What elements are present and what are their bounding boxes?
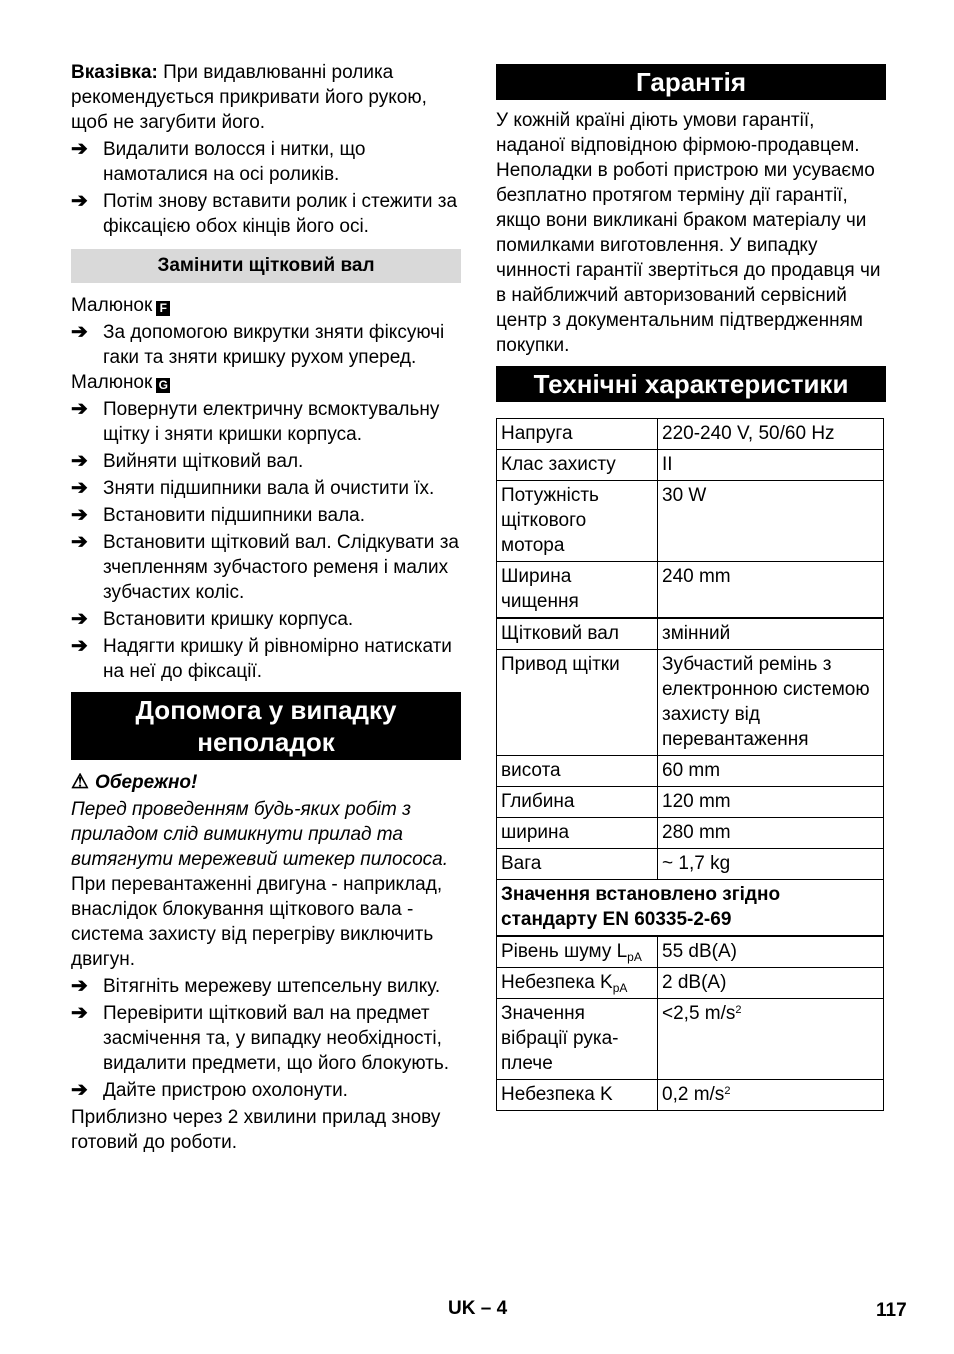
- list-item-text: Зняти підшипники вала й очистити їх.: [103, 478, 435, 499]
- arrow-icon: ➔: [71, 1079, 88, 1101]
- figure-reference: [71, 370, 461, 395]
- left-column: [71, 60, 461, 1155]
- warning-heading: [71, 770, 461, 795]
- arrow-icon: ➔: [71, 138, 88, 160]
- section-heading-specs: Технічні характеристики: [496, 366, 886, 402]
- list-item-text: Надягти кришку й рівномірно натискати на неї до фіксації.: [103, 636, 452, 682]
- list-item-text: За допомогою викрутки зняти фіксуючі гаки та зняти кришку рухом уперед.: [103, 322, 445, 368]
- arrow-icon: ➔: [71, 975, 88, 997]
- spec-label: Значення вібрації рука-плече: [497, 999, 658, 1080]
- list-item: [71, 397, 461, 447]
- specs-table: [496, 418, 884, 1111]
- list-item: [71, 137, 461, 187]
- note-label: Вказівка:: [71, 62, 158, 83]
- spec-label: Небезпека K: [497, 1080, 658, 1111]
- list-item-text: Дайте пристрою охолонути.: [103, 1080, 348, 1101]
- list-item-text: Вийняти щітковий вал.: [103, 451, 304, 472]
- subsection-heading: Замінити щітковий вал: [71, 249, 461, 283]
- footer-section-code: UK – 4: [448, 1298, 508, 1319]
- spec-value: II: [658, 450, 884, 481]
- spec-label: Напруга: [497, 419, 658, 450]
- table-row: [497, 481, 884, 562]
- figure-label: Малюнок: [71, 295, 153, 316]
- figure-reference: [71, 293, 461, 318]
- list-item: [71, 449, 461, 474]
- list-item: [71, 634, 461, 684]
- table-row: [497, 849, 884, 880]
- spec-value: 55 dB(A): [658, 936, 884, 968]
- spec-value: 60 mm: [658, 756, 884, 787]
- closing-paragraph: Приблизно через 2 хвилини прилад знову готовий до роботи.: [71, 1107, 441, 1153]
- list-item: [71, 189, 461, 239]
- warning-triangle-icon: ⚠: [71, 771, 89, 793]
- spec-value: 0,2 $m/s^2$: [658, 1080, 884, 1111]
- list-item: [71, 1078, 461, 1103]
- spec-value: змінний: [658, 618, 884, 650]
- page-number: 117: [876, 1300, 907, 1321]
- spec-label: ширина: [497, 818, 658, 849]
- spec-value: 220-240 V, 50/60 Hz: [658, 419, 884, 450]
- spec-label: Вага: [497, 849, 658, 880]
- arrow-icon: ➔: [71, 477, 88, 499]
- spec-value: 30 W: [658, 481, 884, 562]
- table-row: [497, 419, 884, 450]
- figure-letter-icon: G: [156, 378, 170, 393]
- list-item-text: Повернути електричну всмоктувальну щітку і зняти кришки корпуса.: [103, 399, 440, 445]
- spec-value: <2,5 $m/s^2$: [658, 999, 884, 1080]
- figure-letter-icon: F: [156, 301, 170, 316]
- spec-value: 280 mm: [658, 818, 884, 849]
- list-item-text: Потім знову вставити ролик і стежити за фіксацією обох кінців його осі.: [103, 191, 458, 237]
- list-item: [71, 974, 461, 999]
- table-row: [497, 756, 884, 787]
- standard-note: Значення встановлено згідно стандарту EN 60335-2-69: [497, 880, 884, 937]
- list-item: [71, 320, 461, 370]
- spec-label: Рівень шуму $L_{pA}$: [497, 936, 658, 968]
- note-paragraph: [71, 60, 461, 135]
- arrow-icon: ➔: [71, 635, 88, 657]
- list-item: [71, 530, 461, 605]
- list-item-text: Встановити кришку корпуса.: [103, 609, 354, 630]
- list-item-text: Вітягніть мережеву штепсельну вилку.: [103, 976, 441, 997]
- spec-value: 120 mm: [658, 787, 884, 818]
- table-row: [497, 650, 884, 756]
- spec-value: 2 dB(A): [658, 968, 884, 999]
- spec-value: 240 mm: [658, 562, 884, 619]
- table-row: [497, 999, 884, 1080]
- section-heading-troubleshooting: Допомога у випадку неполадок: [71, 692, 461, 760]
- table-row: [497, 880, 884, 937]
- table-row: [497, 618, 884, 650]
- spec-label: Привод щітки: [497, 650, 658, 756]
- spec-label: Клас захисту: [497, 450, 658, 481]
- table-row: [497, 968, 884, 999]
- list-item-text: Перевірити щітковий вал на предмет засмічення та, у випадку необхідності, видалити предмети, що його блокують.: [103, 1003, 450, 1074]
- list-item: [71, 476, 461, 501]
- warranty-paragraph: У кожній країні діють умови гарантії, наданої відповідною фірмою-продавцем. Неполадки в роботі пристрою ми усуваємо безплатно протягом терміну дії гарантії, якщо вони викликані браком матеріалу чи помилками виготовлення. У випадку чинності гарантії звертіться до продавця чи в найближчий авторизований сервісний центр з документальним підтвердженням покупки.: [496, 110, 881, 356]
- spec-label: Потужність щіткового мотора: [497, 481, 658, 562]
- arrow-icon: ➔: [71, 398, 88, 420]
- table-row: [497, 787, 884, 818]
- table-row: [497, 1080, 884, 1111]
- list-item: [71, 503, 461, 528]
- spec-label: Глибина: [497, 787, 658, 818]
- note-text: При видавлюванні ролика рекомендується прикривати його рукою, щоб не загубити його.: [71, 62, 427, 133]
- arrow-icon: ➔: [71, 504, 88, 526]
- spec-value: Зубчастий ремінь з електронною системою захисту від перевантаження: [658, 650, 884, 756]
- warning-label: Обережно!: [94, 772, 198, 793]
- arrow-icon: ➔: [71, 1002, 88, 1024]
- list-item: [71, 1001, 461, 1076]
- right-column: [496, 64, 886, 1111]
- arrow-icon: ➔: [71, 608, 88, 630]
- list-item: [71, 607, 461, 632]
- arrow-icon: ➔: [71, 450, 88, 472]
- table-row: [497, 562, 884, 619]
- arrow-icon: ➔: [71, 190, 88, 212]
- overload-paragraph: При перевантаженні двигуна - наприклад, внаслідок блокування щіткового вала - система захисту від перегріву виключить двигун.: [71, 874, 443, 970]
- list-item-text: Встановити підшипники вала.: [103, 505, 366, 526]
- spec-label: висота: [497, 756, 658, 787]
- spec-label: Небезпека $K_{pA}$: [497, 968, 658, 999]
- spec-label: Щітковий вал: [497, 618, 658, 650]
- spec-value: ~ 1,7 kg: [658, 849, 884, 880]
- table-row: [497, 818, 884, 849]
- warning-text: Перед проведенням будь-яких робіт з приладом слід вимикнути прилад та витягнути мережевий штекер пилососа.: [71, 799, 448, 870]
- table-row: [497, 936, 884, 968]
- section-heading-warranty: Гарантія: [496, 64, 886, 100]
- list-item-text: Видалити волосся і нитки, що намоталися на осі роликів.: [103, 139, 366, 185]
- list-item-text: Встановити щітковий вал. Слідкувати за зчепленням зубчастого ременя і малих зубчастих коліс.: [103, 532, 459, 603]
- spec-label: Ширина чищення: [497, 562, 658, 619]
- arrow-icon: ➔: [71, 321, 88, 343]
- table-row: [497, 450, 884, 481]
- arrow-icon: ➔: [71, 531, 88, 553]
- figure-label: Малюнок: [71, 372, 153, 393]
